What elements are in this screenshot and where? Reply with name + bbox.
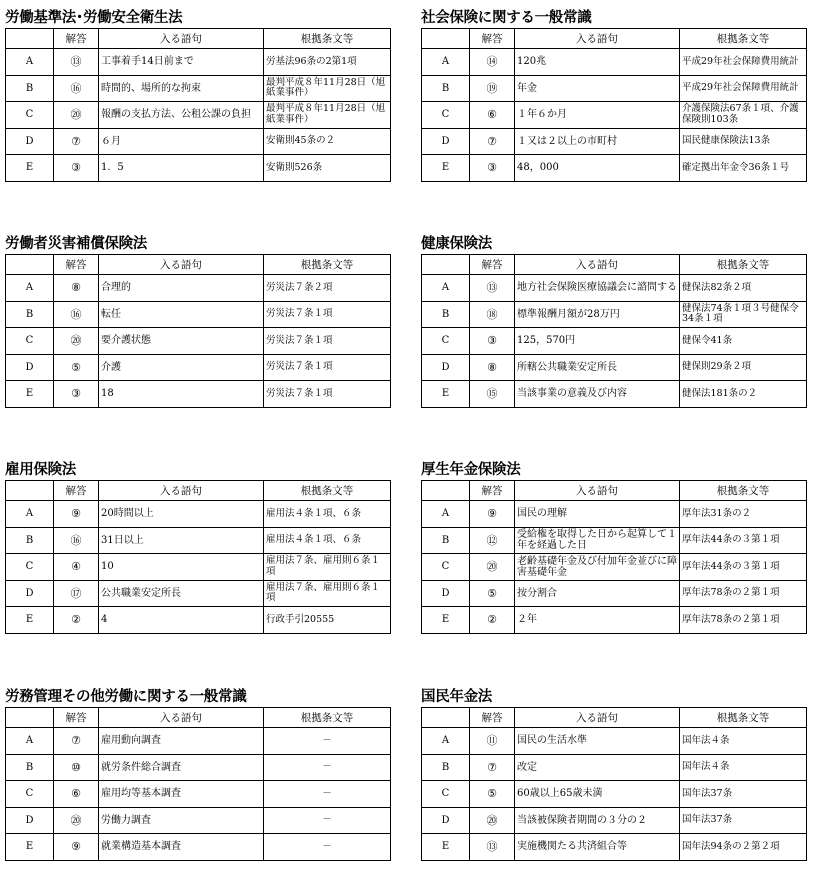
table-row <box>6 501 391 528</box>
legal-reference: 国年法37条 <box>680 807 807 834</box>
legal-reference: 健保法181条の２ <box>680 381 807 408</box>
table-header-row <box>6 708 391 728</box>
row-label: E <box>6 834 54 861</box>
answer-phrase: 4 <box>99 607 264 634</box>
row-label: B <box>6 527 54 554</box>
answer-phrase: 按分割合 <box>515 580 680 607</box>
table-row <box>6 301 391 328</box>
answer-number: ⑯ <box>54 75 99 102</box>
table-row <box>6 328 391 355</box>
answer-number: ⑫ <box>470 527 515 554</box>
answer-phrase: １年６か月 <box>515 102 680 129</box>
answer-number: ⑳ <box>470 554 515 581</box>
section-title: 雇用保険法 <box>5 462 76 478</box>
header-blank <box>422 29 470 49</box>
row-label: C <box>422 781 470 808</box>
table-row <box>422 554 807 581</box>
row-label: D <box>422 354 470 381</box>
row-label: B <box>6 301 54 328</box>
answer-phrase: 31日以上 <box>99 527 264 554</box>
table-row <box>422 49 807 76</box>
legal-reference: － <box>264 781 391 808</box>
legal-reference: 国年法94条の２第２項 <box>680 834 807 861</box>
answer-number: ③ <box>54 381 99 408</box>
answer-phrase: 実施機関たる共済組合等 <box>515 834 680 861</box>
row-label: D <box>6 580 54 607</box>
answer-phrase: 雇用動向調査 <box>99 728 264 755</box>
legal-reference: 健保法74条１項３号健保令34条１項 <box>680 301 807 328</box>
row-label: A <box>6 728 54 755</box>
row-label: D <box>422 128 470 155</box>
legal-reference: 国年法４条 <box>680 754 807 781</box>
legal-reference: 労災法７条２項 <box>264 275 391 302</box>
answer-phrase: 標準報酬月額が28万円 <box>515 301 680 328</box>
legal-reference: 厚年法31条の２ <box>680 501 807 528</box>
table-row <box>6 554 391 581</box>
legal-reference: 雇用法４条１項、６条 <box>264 527 391 554</box>
row-label: E <box>422 607 470 634</box>
table-header-row <box>6 255 391 275</box>
header-answer: 解答 <box>470 29 515 49</box>
row-label: D <box>6 807 54 834</box>
answer-phrase: 120兆 <box>515 49 680 76</box>
legal-reference: － <box>264 807 391 834</box>
answer-number: ⑳ <box>54 102 99 129</box>
table-row <box>422 301 807 328</box>
row-label: A <box>6 275 54 302</box>
table-row <box>422 381 807 408</box>
answer-number: ⑳ <box>470 807 515 834</box>
answer-phrase: 介護 <box>99 354 264 381</box>
row-label: D <box>422 807 470 834</box>
legal-reference: 健保則29条２項 <box>680 354 807 381</box>
answer-number: ⑥ <box>54 781 99 808</box>
header-reference: 根拠条文等 <box>680 29 807 49</box>
answer-number: ⑳ <box>54 328 99 355</box>
table-row <box>422 781 807 808</box>
answer-phrase: 20時間以上 <box>99 501 264 528</box>
labor-management-general-table <box>5 707 391 861</box>
answer-number: ③ <box>54 155 99 182</box>
legal-reference: 平成29年社会保障費用統計 <box>680 49 807 76</box>
legal-reference: 厚年法78条の２第１項 <box>680 607 807 634</box>
table-row <box>422 102 807 129</box>
row-label: B <box>422 301 470 328</box>
table-row <box>422 607 807 634</box>
header-answer: 解答 <box>54 708 99 728</box>
legal-reference: 労災法７条１項 <box>264 328 391 355</box>
answer-number: ⑦ <box>470 754 515 781</box>
answer-number: ⑱ <box>470 301 515 328</box>
answer-phrase: 雇用均等基本調査 <box>99 781 264 808</box>
answer-phrase: 合理的 <box>99 275 264 302</box>
social-insurance-general-table <box>421 28 807 182</box>
row-label: A <box>6 501 54 528</box>
row-label: A <box>6 49 54 76</box>
legal-reference: 厚年法44条の３第１項 <box>680 554 807 581</box>
header-reference: 根拠条文等 <box>680 255 807 275</box>
social-insurance-general-table-section <box>421 8 806 182</box>
table-row <box>422 834 807 861</box>
legal-reference: － <box>264 728 391 755</box>
header-phrase: 入る語句 <box>515 481 680 501</box>
health-insurance-table-section <box>421 234 806 408</box>
table-row <box>6 102 391 129</box>
section-title: 国民年金法 <box>421 689 492 705</box>
table-row <box>422 75 807 102</box>
header-reference: 根拠条文等 <box>264 481 391 501</box>
answer-number: ⑤ <box>54 354 99 381</box>
row-label: A <box>422 49 470 76</box>
answer-number: ⑦ <box>54 128 99 155</box>
header-blank <box>6 708 54 728</box>
legal-reference: 雇用法７条、雇用則６条１項 <box>264 580 391 607</box>
employment-insurance-table <box>5 480 391 634</box>
table-row <box>6 75 391 102</box>
header-answer: 解答 <box>470 255 515 275</box>
header-phrase: 入る語句 <box>99 481 264 501</box>
answer-number: ⑲ <box>470 75 515 102</box>
table-row <box>422 501 807 528</box>
table-header-row <box>6 481 391 501</box>
answer-phrase: ６月 <box>99 128 264 155</box>
legal-reference: 労基法96条の2第1項 <box>264 49 391 76</box>
section-title: 労働基準法･労働安全衛生法 <box>5 10 183 26</box>
answer-phrase: 48，000 <box>515 155 680 182</box>
header-blank <box>6 481 54 501</box>
welfare-pension-table-section <box>421 460 806 634</box>
answer-phrase: 地方社会保険医療協議会に諮問する <box>515 275 680 302</box>
answer-number: ⑨ <box>54 501 99 528</box>
answer-number: ⑤ <box>470 580 515 607</box>
table-row <box>6 49 391 76</box>
table-row <box>6 607 391 634</box>
answer-number: ④ <box>54 554 99 581</box>
legal-reference: － <box>264 834 391 861</box>
table-row <box>422 354 807 381</box>
legal-reference: 厚年法44条の３第１項 <box>680 527 807 554</box>
header-phrase: 入る語句 <box>515 29 680 49</box>
row-label: E <box>6 155 54 182</box>
answer-phrase: 時間的、場所的な拘束 <box>99 75 264 102</box>
legal-reference: 平成29年社会保障費用統計 <box>680 75 807 102</box>
answer-phrase: 受給権を取得した日から起算して１年を経過した日 <box>515 527 680 554</box>
answer-phrase: 当該被保険者期間の３分の２ <box>515 807 680 834</box>
header-reference: 根拠条文等 <box>264 708 391 728</box>
table-row <box>6 155 391 182</box>
table-header-row <box>422 481 807 501</box>
employment-insurance-table-section <box>5 460 390 634</box>
answer-phrase: 転任 <box>99 301 264 328</box>
row-label: C <box>422 328 470 355</box>
answer-phrase: 国民の理解 <box>515 501 680 528</box>
row-label: E <box>422 155 470 182</box>
legal-reference: 介護保険法67条１項、介護保険則103条 <box>680 102 807 129</box>
legal-reference: 最判平成８年11月28日（旭紙業事件） <box>264 75 391 102</box>
answer-phrase: 要介護状態 <box>99 328 264 355</box>
table-row <box>422 328 807 355</box>
table-row <box>6 354 391 381</box>
row-label: C <box>6 102 54 129</box>
answer-number: ⑨ <box>470 501 515 528</box>
legal-reference: 最判平成８年11月28日（旭紙業事件） <box>264 102 391 129</box>
header-answer: 解答 <box>470 481 515 501</box>
section-title: 社会保険に関する一般常識 <box>421 10 592 26</box>
row-label: C <box>6 328 54 355</box>
table-row <box>422 754 807 781</box>
answer-number: ⑧ <box>470 354 515 381</box>
row-label: D <box>6 354 54 381</box>
legal-reference: 労災法７条１項 <box>264 381 391 408</box>
table-row <box>6 381 391 408</box>
answer-phrase: 125，570円 <box>515 328 680 355</box>
answer-number: ⑭ <box>470 49 515 76</box>
header-phrase: 入る語句 <box>515 708 680 728</box>
row-label: E <box>422 381 470 408</box>
answer-number: ⑯ <box>54 527 99 554</box>
answer-number: ③ <box>470 155 515 182</box>
header-answer: 解答 <box>54 255 99 275</box>
answer-number: ⑬ <box>54 49 99 76</box>
row-label: B <box>422 75 470 102</box>
answer-number: ⑦ <box>54 728 99 755</box>
answer-phrase: 1．5 <box>99 155 264 182</box>
row-label: C <box>422 102 470 129</box>
answer-number: ③ <box>470 328 515 355</box>
health-insurance-table <box>421 254 807 408</box>
legal-reference: － <box>264 754 391 781</box>
legal-reference: 確定拠出年金令36条１号 <box>680 155 807 182</box>
header-blank <box>422 481 470 501</box>
answer-phrase: 所轄公共職業安定所長 <box>515 354 680 381</box>
legal-reference: 労災法７条１項 <box>264 354 391 381</box>
answer-number: ⑰ <box>54 580 99 607</box>
header-blank <box>422 255 470 275</box>
header-answer: 解答 <box>470 708 515 728</box>
section-title: 労働者災害補償保険法 <box>5 236 147 252</box>
table-row <box>6 754 391 781</box>
row-label: E <box>6 381 54 408</box>
answer-phrase: 工事着手14日前まで <box>99 49 264 76</box>
legal-reference: 健保令41条 <box>680 328 807 355</box>
legal-reference: 健保法82条２項 <box>680 275 807 302</box>
answer-phrase: 改定 <box>515 754 680 781</box>
table-row <box>422 155 807 182</box>
header-reference: 根拠条文等 <box>264 255 391 275</box>
legal-reference: 雇用法４条１項、６条 <box>264 501 391 528</box>
header-phrase: 入る語句 <box>99 708 264 728</box>
table-row <box>422 527 807 554</box>
answer-number: ⑥ <box>470 102 515 129</box>
header-reference: 根拠条文等 <box>680 481 807 501</box>
answer-phrase: 老齢基礎年金及び付加年金並びに障害基礎年金 <box>515 554 680 581</box>
header-blank <box>422 708 470 728</box>
answer-number: ⑬ <box>470 834 515 861</box>
table-row <box>422 128 807 155</box>
labor-standards-table-section <box>5 8 390 182</box>
table-header-row <box>422 708 807 728</box>
answer-phrase: 就業構造基本調査 <box>99 834 264 861</box>
answer-number: ⑬ <box>470 275 515 302</box>
answer-phrase: 報酬の支払方法、公租公課の負担 <box>99 102 264 129</box>
answer-number: ⑳ <box>54 807 99 834</box>
answer-phrase: １又は２以上の市町村 <box>515 128 680 155</box>
answer-phrase: 年金 <box>515 75 680 102</box>
legal-reference: 安衛則45条の２ <box>264 128 391 155</box>
table-header-row <box>422 29 807 49</box>
answer-phrase: 公共職業安定所長 <box>99 580 264 607</box>
table-row <box>6 128 391 155</box>
section-title: 健康保険法 <box>421 236 492 252</box>
legal-reference: 国年法４条 <box>680 728 807 755</box>
legal-reference: 安衛則526条 <box>264 155 391 182</box>
table-row <box>6 728 391 755</box>
table-row <box>6 834 391 861</box>
header-blank <box>6 29 54 49</box>
welfare-pension-table <box>421 480 807 634</box>
section-title: 労務管理その他労働に関する一般常識 <box>5 689 247 705</box>
table-row <box>6 527 391 554</box>
header-answer: 解答 <box>54 29 99 49</box>
table-header-row <box>422 255 807 275</box>
table-row <box>6 781 391 808</box>
header-phrase: 入る語句 <box>515 255 680 275</box>
answer-phrase: 国民の生活水準 <box>515 728 680 755</box>
row-label: D <box>6 128 54 155</box>
workers-comp-table <box>5 254 391 408</box>
answer-phrase: 10 <box>99 554 264 581</box>
table-row <box>6 807 391 834</box>
legal-reference: 雇用法７条、雇用則６条１項 <box>264 554 391 581</box>
answer-phrase: ２年 <box>515 607 680 634</box>
header-reference: 根拠条文等 <box>264 29 391 49</box>
section-title: 厚生年金保険法 <box>421 462 521 478</box>
table-row <box>422 580 807 607</box>
labor-management-general-table-section <box>5 687 390 861</box>
answer-phrase: 労働力調査 <box>99 807 264 834</box>
answer-number: ⑨ <box>54 834 99 861</box>
answer-phrase: 当該事業の意義及び内容 <box>515 381 680 408</box>
row-label: B <box>6 75 54 102</box>
answer-number: ② <box>470 607 515 634</box>
table-header-row <box>6 29 391 49</box>
answer-number: ⑦ <box>470 128 515 155</box>
answer-number: ⑧ <box>54 275 99 302</box>
answer-phrase: 18 <box>99 381 264 408</box>
row-label: D <box>422 580 470 607</box>
row-label: B <box>422 527 470 554</box>
table-row <box>422 807 807 834</box>
row-label: E <box>422 834 470 861</box>
row-label: E <box>6 607 54 634</box>
national-pension-table-section <box>421 687 806 861</box>
header-phrase: 入る語句 <box>99 255 264 275</box>
row-label: C <box>6 554 54 581</box>
legal-reference: 国年法37条 <box>680 781 807 808</box>
answer-phrase: 60歳以上65歳未満 <box>515 781 680 808</box>
workers-comp-table-section <box>5 234 390 408</box>
table-row <box>422 728 807 755</box>
table-row <box>6 275 391 302</box>
labor-standards-table <box>5 28 391 182</box>
row-label: C <box>6 781 54 808</box>
header-reference: 根拠条文等 <box>680 708 807 728</box>
answer-number: ⑩ <box>54 754 99 781</box>
row-label: A <box>422 501 470 528</box>
answer-number: ② <box>54 607 99 634</box>
row-label: B <box>422 754 470 781</box>
row-label: A <box>422 275 470 302</box>
legal-reference: 国民健康保険法13条 <box>680 128 807 155</box>
national-pension-table <box>421 707 807 861</box>
header-answer: 解答 <box>54 481 99 501</box>
header-phrase: 入る語句 <box>99 29 264 49</box>
legal-reference: 厚年法78条の２第１項 <box>680 580 807 607</box>
answer-number: ⑤ <box>470 781 515 808</box>
answer-number: ⑮ <box>470 381 515 408</box>
answer-phrase: 就労条件総合調査 <box>99 754 264 781</box>
answer-number: ⑪ <box>470 728 515 755</box>
row-label: A <box>422 728 470 755</box>
answer-number: ⑯ <box>54 301 99 328</box>
row-label: B <box>6 754 54 781</box>
legal-reference: 行政手引20555 <box>264 607 391 634</box>
table-row <box>6 580 391 607</box>
table-row <box>422 275 807 302</box>
legal-reference: 労災法７条１項 <box>264 301 391 328</box>
row-label: C <box>422 554 470 581</box>
header-blank <box>6 255 54 275</box>
